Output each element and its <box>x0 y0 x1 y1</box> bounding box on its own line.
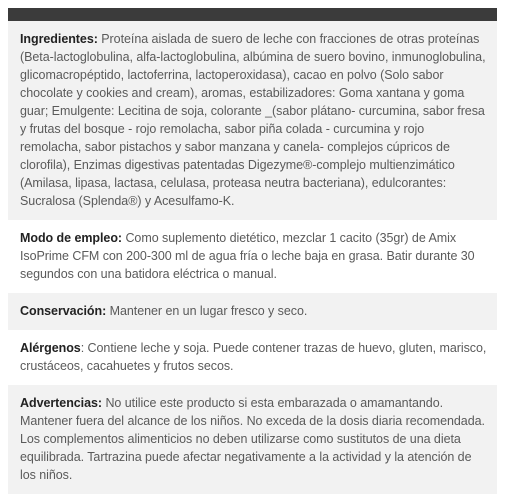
row-text: Mantener en un lugar fresco y seco. <box>106 304 308 318</box>
row-label: Ingredientes: <box>20 32 98 46</box>
row-text: Como suplemento dietético, mezclar 1 cacito (35gr) de Amix IsoPrime CFM con 200-300 ml de agua fría o leche baja en grasa. Batir durante 30 segundos con una batidora eléctrica o manual. <box>20 231 475 281</box>
row-label: Advertencias: <box>20 396 103 410</box>
row-label: Modo de empleo: <box>20 231 123 245</box>
row-text: No utilice este producto si esta embarazada o amamantando. Mantener fuera del alcance de los niños. No exceda de la dosis diaria recomendada. Los complementos alimenticios no deben utilizarse como sustitutos de una dieta equilibrada. Tartrazina puede afectar negativamente a la actividad y la atención de los niños. <box>20 396 485 482</box>
row-label: Conservación: <box>20 304 107 318</box>
row-ingredientes <box>8 21 497 220</box>
row-modo-de-empleo <box>8 220 497 293</box>
row-text: Proteína aislada de suero de leche con fracciones de otras proteínas (Beta-lactoglobulina, alfa-lactoglobulina, albúmina de suero bovino, inmunoglobulina, glicomacropéptido, lactoferrina, lactoperoxidasa), cacao en polvo (Solo sabor chocolate y cookies and cream), aromas, estabilizadores: Goma xantana y goma guar; Emulgente: Lecitina de soja, colorante _(sabor plátano- curcumina, sabor fresa y frutas del bosque - rojo remolacha, sabor piña colada - curcumina y rojo remolacha, sabor pistachos y sabor manzana y canela- complejos cúpricos de clorofila), Enzimas digestivas patentadas Digezyme®-complejo multienzimático (Amilasa, lipasa, lactasa, celulasa, proteasa neutra bacteriana), edulcorantes: Sucralosa (Splenda®) y Acesulfamo-K. <box>20 32 486 208</box>
row-text: : Contiene leche y soja. Puede contener trazas de huevo, gluten, marisco, crustáceos, cacahuetes y frutos secos. <box>20 341 487 373</box>
table-header-bar <box>8 8 497 21</box>
product-info-table <box>8 8 497 494</box>
row-advertencias <box>8 385 497 494</box>
row-label: Alérgenos <box>20 341 81 355</box>
row-alergenos <box>8 330 497 385</box>
row-conservacion <box>8 293 497 330</box>
